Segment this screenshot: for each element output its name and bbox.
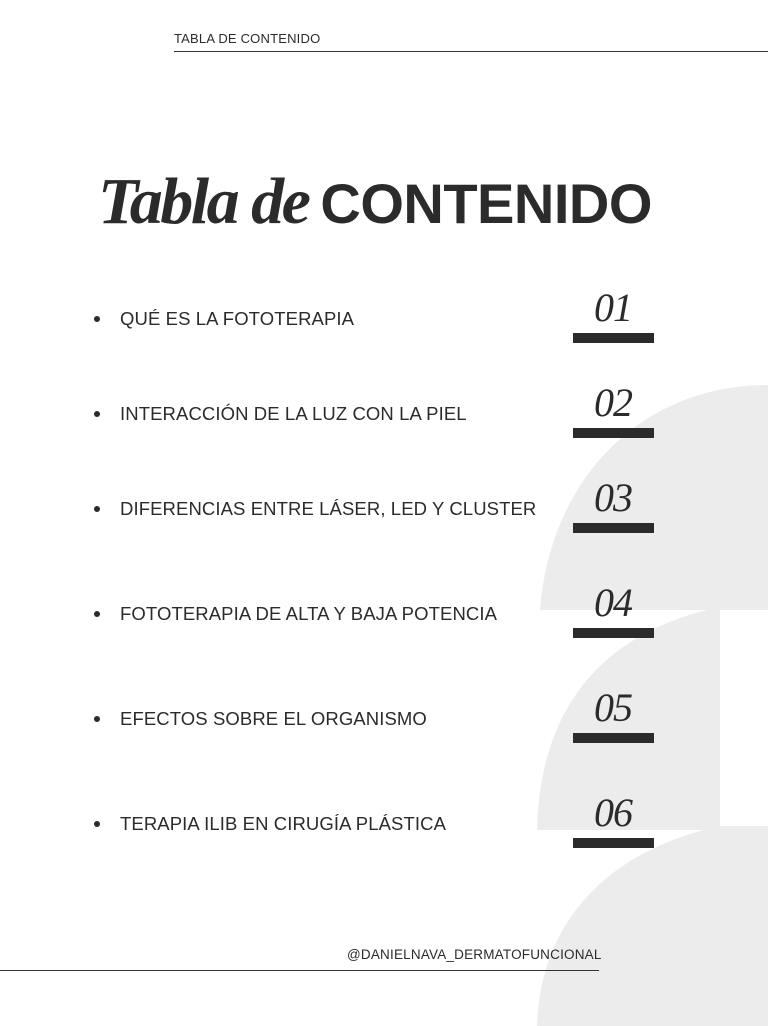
toc-item-number: 05	[594, 685, 632, 730]
number-underline-bar	[573, 333, 654, 343]
number-underline-bar	[573, 733, 654, 743]
toc-item-5[interactable]	[0, 685, 768, 758]
toc-item-number: 03	[594, 475, 632, 520]
header-label: TABLA DE CONTENIDO	[174, 31, 321, 46]
bullet-icon	[94, 411, 100, 417]
toc-item-label: EFECTOS SOBRE EL ORGANISMO	[120, 708, 427, 729]
toc-item-number: 04	[594, 580, 632, 625]
page-title-caps: CONTENIDO	[320, 172, 652, 235]
toc-item-number: 01	[594, 285, 632, 330]
page-title-italic: Tabla de	[98, 165, 309, 238]
bullet-icon	[94, 316, 100, 322]
toc-item-3[interactable]	[0, 475, 768, 548]
bullet-icon	[94, 821, 100, 827]
toc-item-1[interactable]	[0, 285, 768, 358]
number-underline-bar	[573, 838, 654, 848]
bullet-icon	[94, 506, 100, 512]
number-underline-bar	[573, 628, 654, 638]
footer-social-handle: @DANIELNAVA_DERMATOFUNCIONAL	[347, 947, 602, 962]
number-underline-bar	[573, 428, 654, 438]
toc-item-number: 02	[594, 380, 632, 425]
toc-item-6[interactable]	[0, 790, 768, 863]
toc-item-2[interactable]	[0, 380, 768, 453]
toc-item-label: QUÉ ES LA FOTOTERAPIA	[120, 308, 355, 329]
toc-item-label: DIFERENCIAS ENTRE LÁSER, LED Y CLUSTER	[120, 498, 537, 519]
number-underline-bar	[573, 523, 654, 533]
toc-item-label: INTERACCIÓN DE LA LUZ CON LA PIEL	[120, 403, 467, 424]
toc-item-label: FOTOTERAPIA DE ALTA Y BAJA POTENCIA	[120, 603, 498, 624]
toc-item-number: 06	[594, 790, 632, 835]
bullet-icon	[94, 716, 100, 722]
toc-item-4[interactable]	[0, 580, 768, 653]
footer-divider	[0, 970, 599, 971]
bullet-icon	[94, 611, 100, 617]
toc-item-label: TERAPIA ILIB EN CIRUGÍA PLÁSTICA	[120, 813, 447, 834]
